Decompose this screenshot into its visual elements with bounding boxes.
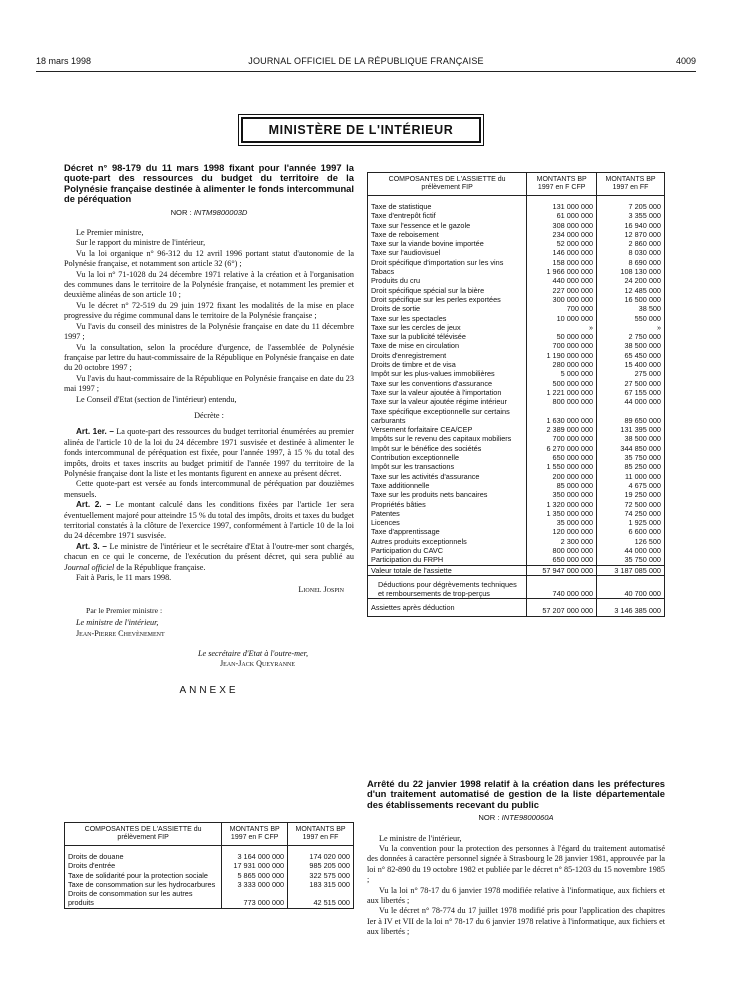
table-row — [368, 276, 665, 285]
annex-table — [64, 822, 354, 909]
arrete-nor-label: NOR : — [478, 813, 500, 823]
row-label: Participation du FRPH — [368, 555, 527, 565]
row-amount-ff: 183 315 000 — [288, 880, 354, 889]
decree-article-1-paragraph-2: Cette quote-part est versée au fonds intercommunal de péréquation par douzièmes mensuels. — [64, 479, 354, 499]
table-row — [368, 239, 665, 248]
row-amount-ff: 15 400 000 — [597, 360, 665, 369]
row-label: Droit spécifique d'importation sur les vins — [368, 258, 527, 267]
row-amount-cfp: 800 000 000 — [527, 397, 597, 406]
row-label: Taxe sur les produits nets bancaires — [368, 490, 527, 499]
decree-decrete: Décrète : — [194, 410, 224, 420]
table-row — [368, 425, 665, 434]
row-amount-cfp: 1 630 000 000 — [527, 407, 597, 426]
table-row — [368, 444, 665, 453]
table-row — [368, 304, 665, 313]
row-amount-ff: 550 000 — [597, 314, 665, 323]
row-amount-ff: 108 130 000 — [597, 267, 665, 276]
article-3-text-a: Le ministre de l'intérieur et le secrétaire d'Etat à l'outre-mer sont chargés, chacun en ce qui le concerne, de l'exécution du présent décret, qui sera publié au — [64, 541, 354, 562]
deduction-label: Déductions pour dégrèvements techniques et remboursements de trop-perçus — [368, 580, 527, 599]
row-amount-cfp: 10 000 000 — [527, 314, 597, 323]
decree-intro-paragraph: Vu la loi organique n° 96-312 du 12 avril 1996 portant statut d'autonomie de la Polynésie française, et notamment son article 32 (6°) ; — [64, 248, 354, 269]
row-amount-ff: 24 200 000 — [597, 276, 665, 285]
row-amount-cfp: 61 000 000 — [527, 211, 597, 220]
row-amount-ff: 275 000 — [597, 369, 665, 378]
row-amount-cfp: 200 000 000 — [527, 472, 597, 481]
decree-nor-label: NOR : — [170, 207, 192, 217]
decree-title: Décret n° 98-179 du 11 mars 1998 fixant pour l'année 1997 la quote-part des ressources du budget du territoire de la Polynésie française destinée à alimenter le fonds intercommunal de péréquation — [64, 162, 354, 205]
row-amount-cfp: 500 000 000 — [527, 379, 597, 388]
table-row — [368, 546, 665, 555]
row-amount-ff: 6 600 000 — [597, 527, 665, 536]
arrete-paragraph: Vu la loi n° 78-17 du 6 janvier 1978 modifiée relative à l'informatique, aux fichiers et aux libertés ; — [367, 885, 665, 906]
row-amount-cfp: 280 000 000 — [527, 360, 597, 369]
row-label: Licences — [368, 518, 527, 527]
table-row — [65, 861, 354, 870]
row-label: Taxe de statistique — [368, 202, 527, 211]
after-deduction-row — [368, 603, 665, 616]
row-amount-cfp: 35 000 000 — [527, 518, 597, 527]
table-row — [368, 500, 665, 509]
row-amount-ff: 1 925 000 — [597, 518, 665, 527]
table-row — [368, 472, 665, 481]
row-amount-ff: 67 155 000 — [597, 388, 665, 397]
row-label: Taxe de mise en circulation — [368, 341, 527, 350]
decree-column — [64, 163, 354, 704]
decree-fait: Fait à Paris, le 11 mars 1998. — [76, 573, 172, 583]
article-1-text: La quote-part des ressources du budget territorial énumérées au premier alinéa de l'article 10 de la loi du 24 décembre 1971 susvisée et destinée à alimenter le fonds intercommunal de péréquation est fixée, pour l'année 1997, à 15 % du total des impôts, droits et taxes inscrits au budget primitif de l'année 1997 du territoire de la Polynésie française dont la liste et les montants figurent en annexe au présent décret. — [64, 427, 354, 478]
decree-intro-paragraph: Vu le décret n° 72-519 du 29 juin 1972 fixant les modalités de la mise en place progressive du régime communal dans le territoire de la Polynésie française ; — [64, 300, 354, 321]
row-amount-ff: 3 355 000 — [597, 211, 665, 220]
secretary-name: Jean-Jack Queyranne — [220, 659, 296, 669]
article-3-journal-officiel: Journal officiel — [64, 562, 115, 572]
row-amount-ff: 8 030 000 — [597, 248, 665, 257]
row-label: Taxe d'apprentissage — [368, 527, 527, 536]
row-label: Taxe sur l'essence et le gazole — [368, 221, 527, 230]
table-row — [368, 314, 665, 323]
decree-intro-paragraph: Sur le rapport du ministre de l'intérieur, — [76, 238, 206, 248]
article-2-text: Le montant calculé dans les conditions fixées par l'article 1er sera éventuellement majoré pour atteindre 15 % du total des impôts, droits et taxes du budget territorial constatés à la clôture de l'exercice 1997, conformément à l'article 10 de la loi du 24 décembre 1971 susvisée. — [64, 500, 354, 541]
table-row — [368, 397, 665, 406]
row-amount-ff: 16 500 000 — [597, 295, 665, 304]
table-row — [368, 221, 665, 230]
row-label: Droits de consommation sur les autres produits — [65, 889, 222, 908]
row-amount-ff: 12 485 000 — [597, 286, 665, 295]
table-row — [368, 323, 665, 332]
row-amount-cfp: 1 320 000 000 — [527, 500, 597, 509]
row-amount-ff: 19 250 000 — [597, 490, 665, 499]
arrete-column — [367, 779, 665, 938]
decree-nor-code: INTM9800003D — [193, 207, 248, 217]
decree-intro-paragraph: Le Conseil d'Etat (section de l'intérieur) entendu, — [76, 394, 237, 404]
row-amount-cfp: 1 190 000 000 — [527, 351, 597, 360]
table-row — [368, 332, 665, 341]
signer-name: Lionel Jospin — [298, 585, 344, 595]
row-amount-ff: 126 500 — [597, 537, 665, 546]
row-amount-ff: 7 205 000 — [597, 202, 665, 211]
annex-table-body — [65, 846, 354, 909]
table-row — [65, 852, 354, 861]
row-amount-ff: 72 500 000 — [597, 500, 665, 509]
row-label: Autres produits exceptionnels — [368, 537, 527, 546]
table-row — [368, 286, 665, 295]
arrete-paragraph: Vu le décret n° 78-774 du 17 juillet 1978 modifié pris pour l'application des chapitres Ier à IV et VII de la loi n° 78-17 du 6 janvier 1978 relative à l'informatique, aux fichiers et aux libertés ; — [367, 906, 665, 937]
header-page-number: 4009 — [675, 56, 696, 66]
row-label: Patentes — [368, 509, 527, 518]
running-header — [36, 56, 696, 70]
row-amount-cfp: 227 000 000 — [527, 286, 597, 295]
table-row — [368, 351, 665, 360]
arrete-nor-code: INTE9800060A — [501, 813, 554, 823]
article-1-label: Art. 1er. – — [76, 427, 114, 437]
row-amount-cfp: 1 221 000 000 — [527, 388, 597, 397]
row-amount-ff: 12 870 000 — [597, 230, 665, 239]
column-header-ff: MONTANTS BP 1997 en FF — [597, 173, 665, 196]
row-amount-cfp: 300 000 000 — [527, 295, 597, 304]
row-label: Taxe d'entrepôt fictif — [368, 211, 527, 220]
row-amount-ff: 4 675 000 — [597, 481, 665, 490]
row-amount-cfp: 2 300 000 — [527, 537, 597, 546]
row-amount-cfp: » — [527, 323, 597, 332]
row-label: Taxe sur l'audiovisuel — [368, 248, 527, 257]
total-label: Valeur totale de l'assiette — [368, 566, 527, 576]
table-row — [368, 369, 665, 378]
decree-article-3 — [64, 542, 354, 573]
row-amount-cfp: 3 164 000 000 — [222, 852, 288, 861]
row-label: Taxe sur les cercles de jeux — [368, 323, 527, 332]
row-amount-cfp: 308 000 000 — [527, 221, 597, 230]
row-label: Participation du CAVC — [368, 546, 527, 555]
row-amount-ff: 8 690 000 — [597, 258, 665, 267]
annex-table-part-2 — [367, 172, 665, 617]
table-row — [368, 202, 665, 211]
decree-intro-paragraph: Vu la consultation, selon la procédure d'urgence, de l'assemblée de Polynésie française par lettre du haut-commissaire de la République en Polynésie française en date du 20 octobre 1997 ; — [64, 342, 354, 373]
row-label: Droits de douane — [65, 852, 222, 861]
row-amount-cfp: 700 000 000 — [527, 434, 597, 443]
row-label: Taxe sur la valeur ajoutée à l'importation — [368, 388, 527, 397]
minister-title: Le ministre de l'intérieur, — [76, 618, 159, 628]
row-amount-cfp: 146 000 000 — [527, 248, 597, 257]
ministry-heading-box — [241, 117, 481, 143]
table-row — [368, 481, 665, 490]
decree-article-1 — [64, 427, 354, 479]
row-amount-ff: 38 500 — [597, 304, 665, 313]
row-label: Taxe sur la publicité télévisée — [368, 332, 527, 341]
row-amount-cfp: 52 000 000 — [527, 239, 597, 248]
row-label: Taxe de consommation sur les hydrocarbures — [65, 880, 222, 889]
row-amount-ff: 2 860 000 — [597, 239, 665, 248]
column-header-components: COMPOSANTES DE L'ASSIETTE du prélèvement FIP — [368, 173, 527, 196]
decree-intro-paragraph: Le Premier ministre, — [76, 228, 144, 238]
row-amount-ff: 35 750 000 — [597, 555, 665, 565]
row-label: Produits du cru — [368, 276, 527, 285]
row-label: Contribution exceptionnelle — [368, 453, 527, 462]
row-amount-cfp: 650 000 000 — [527, 555, 597, 565]
decree-intro-paragraph: Vu l'avis du conseil des ministres de la Polynésie française en date du 11 décembre 1997 ; — [64, 321, 354, 342]
table-row — [368, 360, 665, 369]
row-label: Droits de timbre et de visa — [368, 360, 527, 369]
row-label: Propriétés bâties — [368, 500, 527, 509]
row-label: Taxe spécifique exceptionnelle sur certains carburants — [368, 407, 527, 426]
decree-intro-paragraph: Vu la loi n° 71-1028 du 24 décembre 1971 relative à la création et à l'organisation des communes dans le territoire de la Polynésie française, et notamment les premier et deuxième alinéas de son article 10 ; — [64, 269, 354, 300]
table-row — [65, 871, 354, 880]
row-label: Impôts sur le revenu des capitaux mobiliers — [368, 434, 527, 443]
decree-article-2 — [64, 500, 354, 542]
after-deduction-label: Assiettes après déduction — [368, 603, 527, 616]
row-amount-cfp: 440 000 000 — [527, 276, 597, 285]
row-label: Droits d'enregistrement — [368, 351, 527, 360]
row-label: Impôt sur le bénéfice des sociétés — [368, 444, 527, 453]
table-row — [65, 889, 354, 908]
table-row — [368, 509, 665, 518]
row-amount-ff: 131 395 000 — [597, 425, 665, 434]
row-amount-cfp: 17 931 000 000 — [222, 861, 288, 870]
deduction-ff: 40 700 000 — [597, 580, 665, 599]
column-header-cfp: MONTANTS BP 1997 en F CFP — [527, 173, 597, 196]
article-3-label: Art. 3. – — [76, 541, 107, 551]
row-amount-ff: 2 750 000 — [597, 332, 665, 341]
row-label: Droits de sortie — [368, 304, 527, 313]
column-header-ff: MONTANTS BP 1997 en FF — [288, 823, 354, 846]
row-amount-cfp: 700 000 000 — [527, 341, 597, 350]
totals-body — [368, 565, 665, 616]
row-label: Impôt sur les transactions — [368, 462, 527, 471]
row-amount-ff: 11 000 000 — [597, 472, 665, 481]
row-amount-cfp: 131 000 000 — [527, 202, 597, 211]
row-amount-ff: 74 250 000 — [597, 509, 665, 518]
row-amount-ff: 44 000 000 — [597, 397, 665, 406]
row-label: Taxe additionnelle — [368, 481, 527, 490]
table-row — [368, 527, 665, 536]
row-amount-ff: 35 750 000 — [597, 453, 665, 462]
row-label: Taxe sur la viande bovine importée — [368, 239, 527, 248]
row-amount-ff: 44 000 000 — [597, 546, 665, 555]
table-row — [368, 258, 665, 267]
article-2-label: Art. 2. – — [76, 500, 111, 510]
row-amount-ff: 344 850 000 — [597, 444, 665, 453]
table-row — [368, 518, 665, 527]
table-row — [368, 407, 665, 426]
row-amount-cfp: 773 000 000 — [222, 889, 288, 908]
table-row — [368, 295, 665, 304]
row-amount-cfp: 234 000 000 — [527, 230, 597, 239]
row-amount-ff: 89 650 000 — [597, 407, 665, 426]
row-amount-cfp: 650 000 000 — [527, 453, 597, 462]
row-amount-ff: 65 450 000 — [597, 351, 665, 360]
row-label: Taxe sur la valeur ajoutée régime intérieur — [368, 397, 527, 406]
row-label: Droit spécifique sur les perles exportées — [368, 295, 527, 304]
arrete-paragraph: Vu la convention pour la protection des personnes à l'égard du traitement automatisé des données à caractère personnel signée à Strasbourg le 28 janvier 1981, approuvée par la loi n° 82-890 du 19 octobre 1982 et publiée par le décret n° 85-1203 du 15 novembre 1985 ; — [367, 844, 665, 885]
decree-intro-paragraph: Vu l'avis du haut-commissaire de la République en Polynésie française en date du 23 mai 1997 ; — [64, 373, 354, 394]
row-amount-ff: » — [597, 323, 665, 332]
table-row — [368, 453, 665, 462]
par-premier-ministre: Par le Premier ministre : — [86, 605, 163, 615]
table-row — [368, 434, 665, 443]
total-ff: 3 187 085 000 — [597, 566, 665, 576]
deduction-cfp: 740 000 000 — [527, 580, 597, 599]
row-amount-cfp: 85 000 000 — [527, 481, 597, 490]
after-deduction-cfp: 57 207 000 000 — [527, 603, 597, 616]
row-label: Impôt sur les plus-values immobilières — [368, 369, 527, 378]
total-cfp: 57 947 000 000 — [527, 566, 597, 576]
table-row — [65, 880, 354, 889]
row-amount-ff: 16 940 000 — [597, 221, 665, 230]
row-amount-ff: 322 575 000 — [288, 871, 354, 880]
row-amount-ff: 42 515 000 — [288, 889, 354, 908]
row-amount-cfp: 700 000 — [527, 304, 597, 313]
row-label: Taxe sur les spectacles — [368, 314, 527, 323]
row-amount-cfp: 1 550 000 000 — [527, 462, 597, 471]
arrete-title: Arrêté du 22 janvier 1998 relatif à la création dans les préfectures d'un traitement automatisé de gestion de la liste départementale des établissements recevant du public — [367, 778, 665, 810]
row-amount-cfp: 50 000 000 — [527, 332, 597, 341]
row-amount-ff: 38 500 000 — [597, 341, 665, 350]
row-amount-ff: 174 020 000 — [288, 852, 354, 861]
total-row — [368, 566, 665, 576]
column-header-components: COMPOSANTES DE L'ASSIETTE du prélèvement FIP — [65, 823, 222, 846]
row-label: Taxe de solidarité pour la protection sociale — [65, 871, 222, 880]
row-amount-cfp: 158 000 000 — [527, 258, 597, 267]
row-amount-cfp: 5 865 000 000 — [222, 871, 288, 880]
row-amount-cfp: 3 333 000 000 — [222, 880, 288, 889]
annex-table-part-1 — [64, 822, 354, 909]
row-amount-cfp: 1 350 000 000 — [527, 509, 597, 518]
row-label: Taxe sur les activités d'assurance — [368, 472, 527, 481]
table-row — [368, 462, 665, 471]
table-row — [368, 248, 665, 257]
after-deduction-ff: 3 146 385 000 — [597, 603, 665, 616]
row-amount-cfp: 1 966 000 000 — [527, 267, 597, 276]
table-row — [368, 267, 665, 276]
arrete-paragraph: Le ministre de l'intérieur, — [379, 833, 462, 843]
row-amount-ff: 85 250 000 — [597, 462, 665, 471]
table-row — [368, 379, 665, 388]
header-rule — [36, 71, 696, 72]
row-label: Droits d'entrée — [65, 861, 222, 870]
row-amount-ff: 27 500 000 — [597, 379, 665, 388]
ministry-heading: MINISTÈRE DE L'INTÉRIEUR — [268, 123, 454, 137]
row-label: Taxe de reboisement — [368, 230, 527, 239]
header-journal-title: JOURNAL OFFICIEL DE LA RÉPUBLIQUE FRANÇAISE — [248, 56, 484, 66]
annex-table-continued — [367, 172, 665, 617]
row-label: Droit spécifique spécial sur la bière — [368, 286, 527, 295]
article-3-text-b: de la République française. — [114, 562, 206, 572]
table-row — [368, 537, 665, 546]
row-amount-cfp: 120 000 000 — [527, 527, 597, 536]
annex-table-continued-body — [368, 196, 665, 566]
table-row — [368, 211, 665, 220]
secretary-title: Le secrétaire d'Etat à l'outre-mer, — [198, 649, 308, 659]
arrete-nor — [367, 813, 665, 823]
row-amount-cfp: 800 000 000 — [527, 546, 597, 555]
row-label: Tabacs — [368, 267, 527, 276]
table-row — [368, 230, 665, 239]
row-amount-cfp: 6 270 000 000 — [527, 444, 597, 453]
table-row — [368, 555, 665, 565]
row-label: Taxe sur les conventions d'assurance — [368, 379, 527, 388]
deduction-row — [368, 580, 665, 599]
row-amount-ff: 985 205 000 — [288, 861, 354, 870]
row-amount-cfp: 350 000 000 — [527, 490, 597, 499]
column-header-cfp: MONTANTS BP 1997 en F CFP — [222, 823, 288, 846]
row-label: Versement forfaitaire CEA/CEP — [368, 425, 527, 434]
row-amount-cfp: 5 000 000 — [527, 369, 597, 378]
table-row — [368, 341, 665, 350]
row-amount-cfp: 2 389 000 000 — [527, 425, 597, 434]
annexe-heading: ANNEXE — [179, 684, 239, 696]
row-amount-ff: 38 500 000 — [597, 434, 665, 443]
table-row — [368, 490, 665, 499]
decree-nor — [64, 208, 354, 218]
table-row — [368, 388, 665, 397]
minister-name: Jean-Pierre Chevènement — [76, 628, 165, 638]
header-date: 18 mars 1998 — [36, 56, 92, 66]
